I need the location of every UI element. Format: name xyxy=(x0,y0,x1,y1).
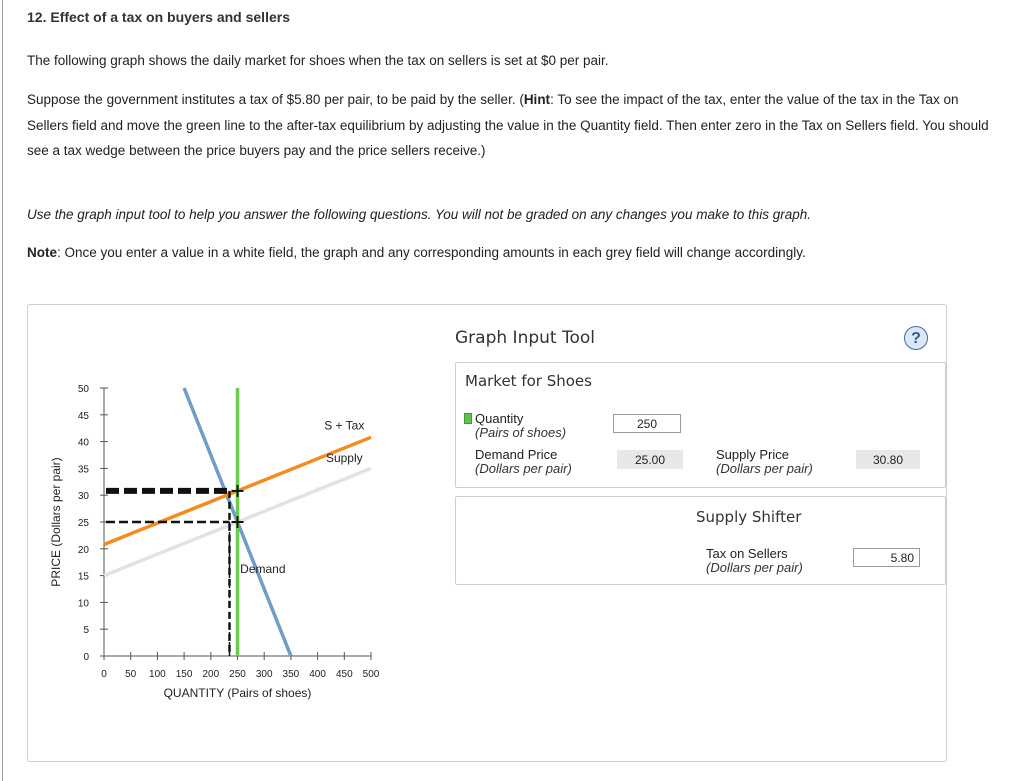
tax-on-sellers-unit: (Dollars per pair) xyxy=(706,560,803,575)
supply-price-label: Supply Price xyxy=(716,447,789,462)
instructions-text xyxy=(27,87,1002,164)
x-tick-label: 150 xyxy=(175,669,193,680)
supply-price-unit: (Dollars per pair) xyxy=(716,461,813,476)
x-tick-label: 0 xyxy=(101,669,107,680)
instructions-part-b: : To see the impact of the tax, enter the value of the tax in the Tax on Sellers field and move the green line to the after-tax equilibrium by adjusting the value in the Quantity field. Then enter zero in the Tax on Sellers field. You should see a tax wedge between the price buyers pay and the price sellers receive.) xyxy=(27,92,989,158)
x-tick-label: 200 xyxy=(202,669,220,680)
quantity-label-group xyxy=(464,412,566,440)
note-body: : Once you enter a value in a white field, the graph and any corresponding amounts in each grey field will change accordingly. xyxy=(57,245,806,260)
quantity-unit: (Pairs of shoes) xyxy=(475,425,567,440)
quantity-input[interactable] xyxy=(613,414,681,433)
demand-price-label-group xyxy=(475,448,572,476)
supply-price-label-group xyxy=(716,448,813,476)
tax-on-sellers-input[interactable] xyxy=(853,548,920,567)
question-title: 12. Effect of a tax on buyers and sellers xyxy=(27,9,290,25)
supply-shifter-title: Supply Shifter xyxy=(696,508,802,526)
help-icon[interactable]: ? xyxy=(904,326,928,350)
demand-price-label: Demand Price xyxy=(475,447,558,462)
y-tick-label: 0 xyxy=(83,652,89,663)
y-tick-label: 10 xyxy=(77,598,89,610)
y-tick-label: 25 xyxy=(77,518,89,529)
x-tick-label: 100 xyxy=(149,669,166,680)
y-axis-title: PRICE (Dollars per pair) xyxy=(49,457,63,587)
x-tick-label: 400 xyxy=(309,669,326,680)
note-text xyxy=(27,240,987,266)
market-title: Market for Shoes xyxy=(465,372,592,390)
y-tick-label: 50 xyxy=(77,384,89,395)
supply-plus-tax-label: S + Tax xyxy=(324,418,365,433)
note-label: Note xyxy=(27,245,57,260)
quantity-label: Quantity xyxy=(475,411,524,426)
y-tick-label: 30 xyxy=(77,491,89,503)
y-tick-label: 15 xyxy=(77,571,89,583)
x-tick-label: 500 xyxy=(362,669,380,680)
x-axis-title: QUANTITY (Pairs of shoes) xyxy=(163,686,312,700)
y-tick-label: 35 xyxy=(77,464,89,476)
market-graph[interactable] xyxy=(40,375,400,725)
x-tick-label: 50 xyxy=(125,669,137,680)
intro-text: The following graph shows the daily market for shoes when the tax on sellers is set at $0 per pair. xyxy=(27,53,609,68)
tax-on-sellers-label: Tax on Sellers xyxy=(706,546,788,561)
tax-label-group xyxy=(706,547,803,575)
x-tick-label: 250 xyxy=(229,669,246,680)
x-tick-label: 350 xyxy=(282,669,300,680)
x-tick-label: 450 xyxy=(335,669,353,680)
supply-price-field: 30.80 xyxy=(856,450,920,469)
supply-label: Supply xyxy=(325,450,363,465)
demand-label: Demand xyxy=(240,561,286,576)
instructions-part-a: Suppose the government institutes a tax of $5.80 per pair, to be paid by the seller. ( xyxy=(27,92,524,107)
x-tick-label: 300 xyxy=(255,669,273,680)
tool-note-text: Use the graph input tool to help you answer the following questions. You will not be graded on any changes you make to this graph. xyxy=(27,207,812,222)
demand-price-unit: (Dollars per pair) xyxy=(475,461,572,476)
quantity-swatch-icon xyxy=(464,413,472,424)
y-tick-label: 40 xyxy=(77,437,89,449)
y-tick-label: 20 xyxy=(77,544,89,556)
hint-label: Hint xyxy=(523,92,551,107)
graph-input-tool-title: Graph Input Tool xyxy=(455,328,595,348)
y-tick-label: 5 xyxy=(83,625,89,637)
y-tick-label: 45 xyxy=(77,410,89,422)
demand-price-field: 25.00 xyxy=(617,450,683,469)
page-left-border xyxy=(2,0,3,781)
